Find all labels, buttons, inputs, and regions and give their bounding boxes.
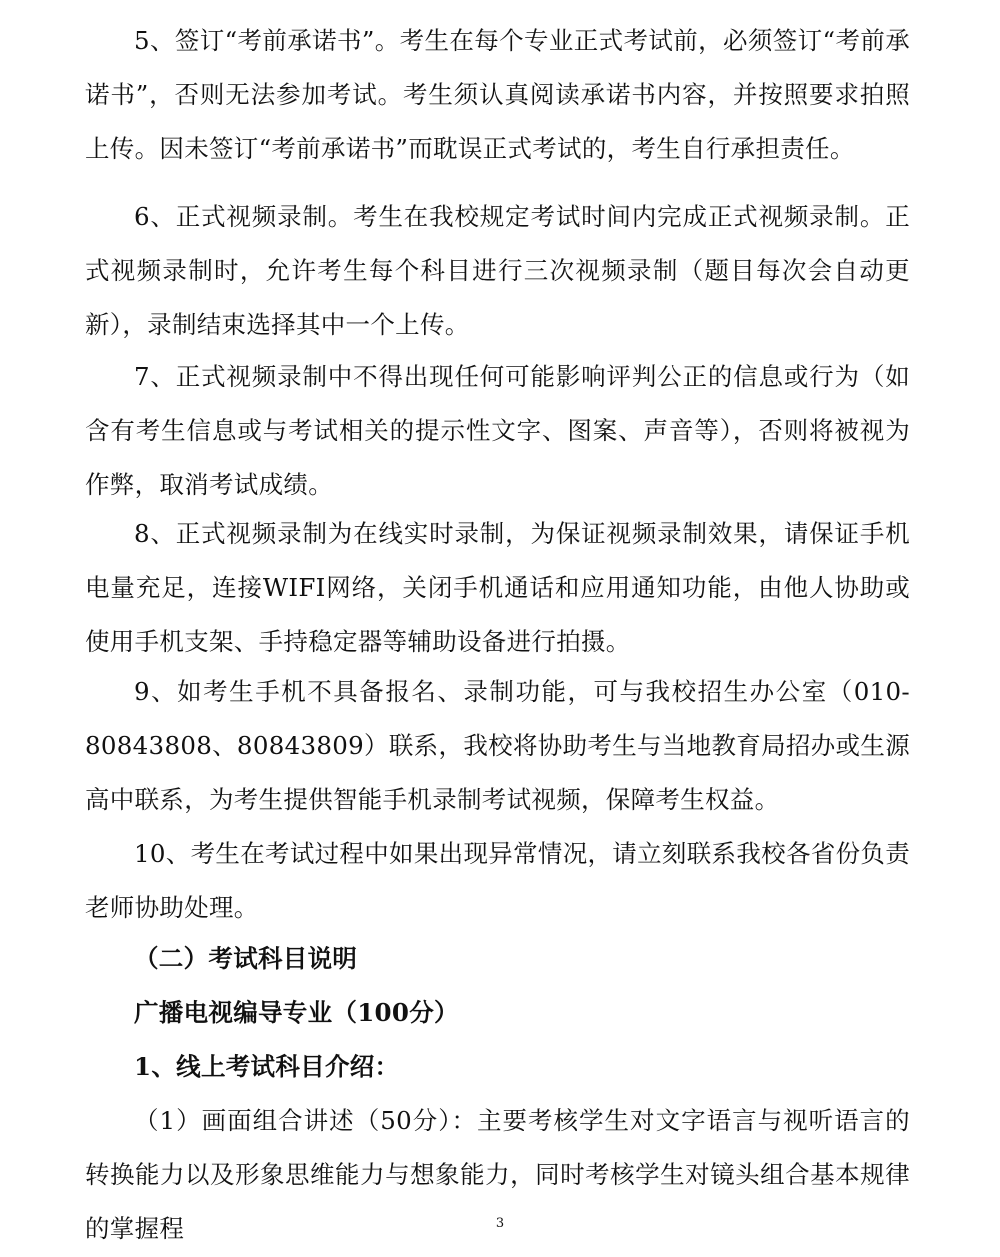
paragraph-rule-10: 10、考生在考试过程中如果出现异常情况，请立刻联系我校各省份负责老师协助处理。 <box>85 839 910 922</box>
page-number: 3 <box>495 1216 505 1231</box>
paragraph-rule-8: 8、正式视频录制为在线实时录制，为保证视频录制效果，请保证手机电量充足，连接WIFI网络，关闭手机通话和应用通知功能，由他人协助或使用手机支架、手持稳定器等辅助设备进行拍摄。 <box>85 519 910 656</box>
paragraph-rule-7: 7、正式视频录制中不得出现任何可能影响评判公正的信息或行为（如含有考生信息或与考试相关的提示性文字、图案、声音等），否则将被视为作弊，取消考试成绩。 <box>85 362 910 499</box>
paragraph-rule-5: 5、签订“考前承诺书”。考生在每个专业正式考试前，必须签订“考前承诺书”，否则无法参加考试。考生须认真阅读承诺书内容，并按照要求拍照上传。因未签订“考前承诺书”而耽误正式考试的，考生自行承担责任。 <box>85 26 910 163</box>
paragraph-rule-6: 6、正式视频录制。考生在我校规定考试时间内完成正式视频录制。正式视频录制时，允许考生每个科目进行三次视频录制（题目每次会自动更新），录制结束选择其中一个上传。 <box>85 202 910 339</box>
subheading-online-subjects: 1、线上考试科目介绍： <box>134 1052 400 1081</box>
paragraph-rule-9: 9、如考生手机不具备报名、录制功能，可与我校招生办公室（010-80843808、80843809）联系，我校将协助考生与当地教育局招办或生源高中联系，为考生提供智能手机录制考试视频，保障考生权益。 <box>85 677 910 814</box>
section-heading-exam-subjects: （二）考试科目说明 <box>134 944 358 973</box>
major-heading: 广播电视编导专业（100分） <box>134 998 459 1027</box>
paragraph-subject-1: （1）画面组合讲述（50分）：主要考核学生对文字语言与视听语言的转换能力以及形象思维能力与想象能力，同时考核学生对镜头组合基本规律的掌握程 <box>85 1106 910 1243</box>
